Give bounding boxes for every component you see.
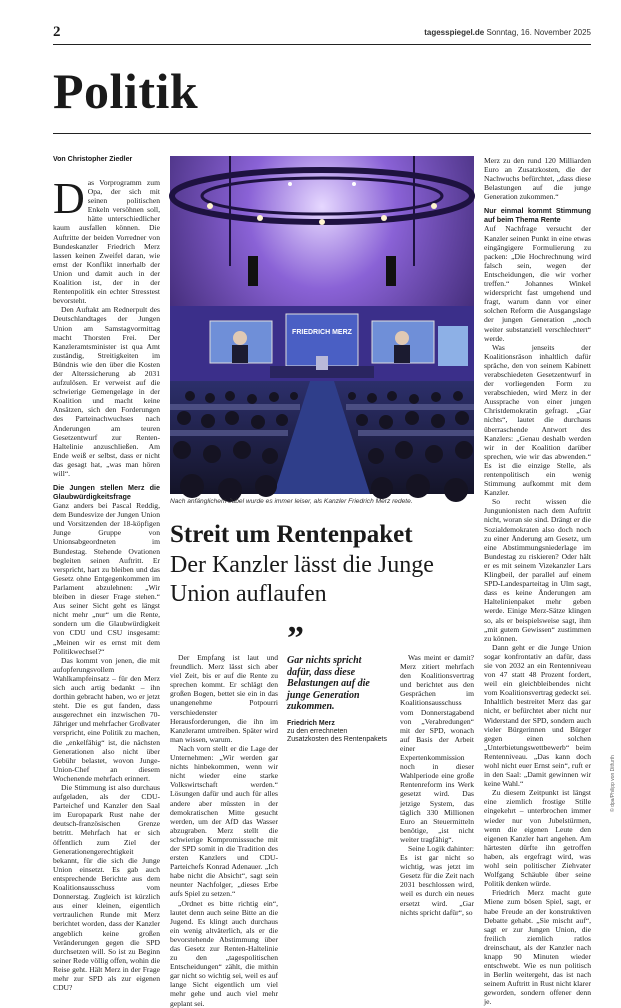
paragraph: Zu diesem Zeitpunkt ist längst eine ziemlich frostige Stille eingekehrt – unterbrochen immer wieder nur von Jubelstürmen, wenn die eigenen Leute den eigenen Kanzler hart angehen. Am härtesten dürfte ihn getroffen haben, als ergefragt wird, was wohl sein politischer Ziehvater Wolfgang Schäuble über seine Politik denken würde. xyxy=(484,788,591,889)
subheading: Nur einmal kommt Stimmung auf beim Thema Rente xyxy=(484,206,591,225)
header-rule xyxy=(53,44,591,45)
subheading: Die Jungen stellen Merz die Glaubwürdigkeitsfrage xyxy=(53,483,160,502)
paragraph: Nach vorn stellt er die Lage der Unternehmen: „Wir werden gar nichts hinbekommen, wenn wir nicht wieder eine starke Volkswirtschaft werden.“ Lösungen dafür und auch für alles andere aber müssten in der demokratischen Mitte gesucht werden, um der AfD das Wasser abzugraben. Merz stellt die schwierige Kompromisssuche mit der SPD somit in die Tradition des ersten Kanzlers und CDU-Parteichefs Konrad Adenauer. „Ich habe nicht die Absicht“, sagt sein neunter Nachfolger, „dieses Erbe aufs Spiel zu setzen.“ xyxy=(170,743,278,899)
paragraph: „Ordnet es bitte richtig ein“, lautet denn auch seine Bitte an die Jugend. Es klingt auch durchaus ein wenig altväterlich, als er die bevorstehende Abstimmung über das Gesetz zur Renten-Haltelinie zu den „tagespolitischen Entscheidungen“ zählt, die mithin gar nicht so wichtig sei, weil es auf lange Sicht eigentlich um viel mehr gehe und auch viel mehr geplant sei. xyxy=(170,898,278,1008)
section-title: Politik xyxy=(53,63,199,119)
paragraph: Was jenseits der Koalitionsräson inhaltlich dafür spräche, den von seinem Kabinett verabschiedeten Gesetzentwurf in der vorliegenden Form zu verabschieden, wird Merz in der Aussprache von einer jungen Christdemokratin gefragt. „Gar nichts“, lautet die durchaus überraschende Antwort des Kanzlers: „Genau deshalb werden wir in der Koalition darüber sprechen, wie wir das abwenden.“ Es ist die einzige Stelle, als rentenpolitisch ein wenig Stimmung aufkommt mit dem Kanzler. xyxy=(484,342,591,498)
article-column-2 xyxy=(170,653,278,1008)
paragraph: Das kommt von jenen, die mit aufopferungsvollem Wahlkampfeinsatz – für den Merz sich auch artig bedankt – ihn dorthin gebracht haben, wo er jetzt steht. Die es gut fanden, dass ausgerechnet ein inzwischen 70-Jähriger und mehrfacher Großvater verspricht, eine Politik zu machen, die „enkelfähig“ ist, die nächsten Generationen also nicht über Gebühr belastet, wovon Junge-Union-Chef an diesem Wochenende mehrfach erinnert. xyxy=(53,655,160,783)
article-column-1 xyxy=(53,174,160,993)
pull-quote-context: zu den errechneten Zusatzkosten des Rentenpakets xyxy=(287,727,388,744)
pull-quote-author: Friedrich Merz xyxy=(287,719,335,727)
page-number: 2 xyxy=(53,24,61,40)
paragraph-lead xyxy=(53,174,160,306)
pull-quote xyxy=(287,620,388,745)
issue-date: Sonntag, 16. November 2025 xyxy=(486,28,591,37)
headline: Streit um Rentenpaket xyxy=(170,521,413,548)
photo-credit: © dpa/Philipp von Ditfurth xyxy=(610,755,616,812)
paragraph: Merz zu den rund 120 Milliarden Euro an Zusatzkosten, die der Nachwuchs befürchtet, „dass diese Belastungen auf die junge Generation zukommen.“ xyxy=(484,156,591,202)
paragraph: Was meint er damit? Merz zitiert mehrfach den Koalitionsvertrag und berichtet aus den Gesprächen im Koalitionsausschuss vom Donnerstagabend von „Verabredungen“ mit der SPD, wonach auf Basis der Arbeit einer Expertenkommission noch in dieser Wahlperiode eine große Rentenreform ins Werk gesetzt wird. Das jetzige System, das täglich 330 Millionen Euro an Steuermitteln benötige, „ist nicht weiter tragfähig“. xyxy=(400,653,474,844)
article-photo xyxy=(170,156,474,494)
article-column-4 xyxy=(484,156,591,1007)
masthead-line xyxy=(424,28,591,37)
paragraph: Ganz anders bei Pascal Reddig, dem Bundesvize der Jungen Union und Vorsitzenden der 18-köpfigen Junge Gruppe von Unionsabgeordneten im Bundestag. Stehende Ovationen begleiten seinen Auftritt. Er verspricht, hart zu bleiben und das Gesetz ohne Entgegenkommen im Parlament abzulehnen: „Wir bleiben in dieser Frage stehen.“ Aus seiner Sicht geht es längst nicht mehr „nur“ um die Rente, sondern um die Glaubwürdigkeit von CDU und CSU insgesamt: „Meinen wir es ernst mit dem Politikwechsel?“ xyxy=(53,501,160,656)
subheadline: Der Kanzler lässt die Junge Union auflaufen xyxy=(170,552,434,607)
stage-screen-text: FRIEDRICH MERZ xyxy=(292,329,352,336)
site-name: tagesspiegel.de xyxy=(424,28,485,37)
quote-mark-icon: ” xyxy=(287,620,304,657)
paragraph: Dann geht er die Junge Union sogar konfrontativ an dafür, dass sie von 2032 an ein Rentenniveau von 47 statt 48 Prozent fordert, weil ein gleichbleibendes nicht vom Koalitionsvertrag gedeckt sei. Inhaltlich bestreitet Merz das gar nicht, er befürchtet aber nicht nur Widerstand der SPD, sondern auch vieler Bürgerinnen und Bürger gegen einen solchen „Unterbietungswettbewerb“ beim Rentenniveau. „Das kann doch wohl nicht euer Ernst sein“, ruft er in den Saal: „Damit gewinnen wir keine Wahl.“ xyxy=(484,642,591,789)
section-rule xyxy=(53,133,591,134)
paragraph: So recht wissen die Jungunionisten nach dem Auftritt nicht, woran sie sind. Drängt er die Sozialdemokraten also doch noch zu einer Änderung am Gesetz, um eine Abstimmungsniederlage im Bundestag zu riskieren? Oder hält er es mit seinem Vizekanzler Lars Klingbeil, der parallel auf einem SPD-Landesparteitag in Ulm sagt, dass es keine Änderungen am Haltelinienpaket mehr geben werde. Einige Merz-Sätze klingen so, als er beispielsweise sagt, ihm „mit gutem Gewissen“ zustimmen zu können. xyxy=(484,497,591,643)
article-column-3 xyxy=(400,653,474,917)
paragraph: Der Empfang ist laut und freundlich. Merz lässt sich aber viel Zeit, bis er auf die Rente zu sprechen kommt. Er schlägt den großen Bogen, bettet sie ein in das unangenehme Potpourri verschiedenster Herausforderungen, die ihn im Kanzleramt umtreiben. Später wird man wissen, warum. xyxy=(170,653,278,744)
byline: Von Christopher Ziedler xyxy=(53,156,133,163)
drop-cap: D xyxy=(53,174,85,223)
paragraph: Die Stimmung ist also durchaus aufgeladen, als der CDU-Parteichef und Kanzler den Saal im Europapark Rust nahe der deutsch-französischen Grenze betritt. Mehrfach hat er sich öffentlich zum Ziel der Generationengerechtigkeit bekannt, für die sich die Junge Union einsetzt. Es gab auch entsprechende Berichte aus dem Koalitionsausschuss vom Donnerstag. Zugleich ist kürzlich aus einer kleinen, eigentlich vertraulichen Runde mit Merz berichtet worden, dass der Kanzler angeblich keine großen Veränderungen gegen die SPD durchsetzen will. So ist zu Beginn seiner Rede völlig offen, wohin die Reise geht. Hält Merz in der Frage mehr zur SPD als zur eigenen CDU? xyxy=(53,783,160,993)
paragraph: Seine Logik dahinter: Es ist gar nicht so wichtig, was jetzt im Gesetz für die Zeit nach 2031 beschlossen wird, weil es durch ein neues ersetzt wird. „Gar nichts spricht dafür“, so xyxy=(400,843,474,917)
paragraph: Den Auftakt am Rednerpult des Deutschlandtages der Jungen Union am Samstagvormittag macht Thorsten Frei. Der Kanzleramtsminister ist qua Amt zuständig, Streitigkeiten im Bündnis wie den über die Kosten der Alterssicherung ab 2031 aufzulösen. Er verweist auf die schwierige Gemengelage in der Koalition und macht keine Ansätzen, sich den Forderungen des Parteinachwuchses nach Änderungen am teuren Gesetzentwurf zur Renten-Haltelinie anzuschließen. Am Ende weiß er selbst, dass er nicht das gesagt hat, „was man hören will“. xyxy=(53,305,160,478)
paragraph: Auf Nachfrage versucht der Kanzler seinen Punkt in eine etwas eingängigere Formulierung zu packen: „Die Hochrechnung wird falsch sein, wegen der Entscheidungen, die wir vorher treffen.“ Johannes Winkel widerspricht fast umgehend und fragt, warum dann vor einer solchen Reform die Ausgangslage der jungen Generation „noch weiter substanziell verschlechtert“ werde. xyxy=(484,224,591,343)
congress-hall-photo xyxy=(170,156,474,494)
pull-quote-text: Gar nichts spricht dafür, dass diese Belastungen auf die junge Generation zukommen. xyxy=(287,655,370,713)
photo-caption: Nach anfänglichem Jubel wurde es immer leiser, als Kanzler Friedrich Merz redete. xyxy=(170,498,413,505)
lead-text: as Vorprogramm zum Opa, der sich mit seinen politischen Enkeln versöhnen soll, hätte unterschiedlicher kaum ausfallen können. Die Auftritte der beiden Vorredner von Bundeskanzler Friedrich Merz lassen keinen Zweifel daran, wie ernst der Konflikt innerhalb der Union und damit auch in der Koalition ist, der in der Rentenpolitik ein echter Stresstest bevorsteht. xyxy=(53,178,160,306)
paragraph: Friedrich Merz macht gute Miene zum bösen Spiel, sagt, er habe Freude an der konstruktiven Debatte gehabt. „Sie mischt auf“, sagt er zur Jungen Union, die freilich ziemlich ratlos dreinschaut, als der Kanzler nach knapp 90 Minuten wieder entschwebt. Wie es nun politisch in Berlin weitergeht, das ist nach seinem Auftritt in Rust nicht klarer geworden, sondern offener denn je. xyxy=(484,888,591,1007)
